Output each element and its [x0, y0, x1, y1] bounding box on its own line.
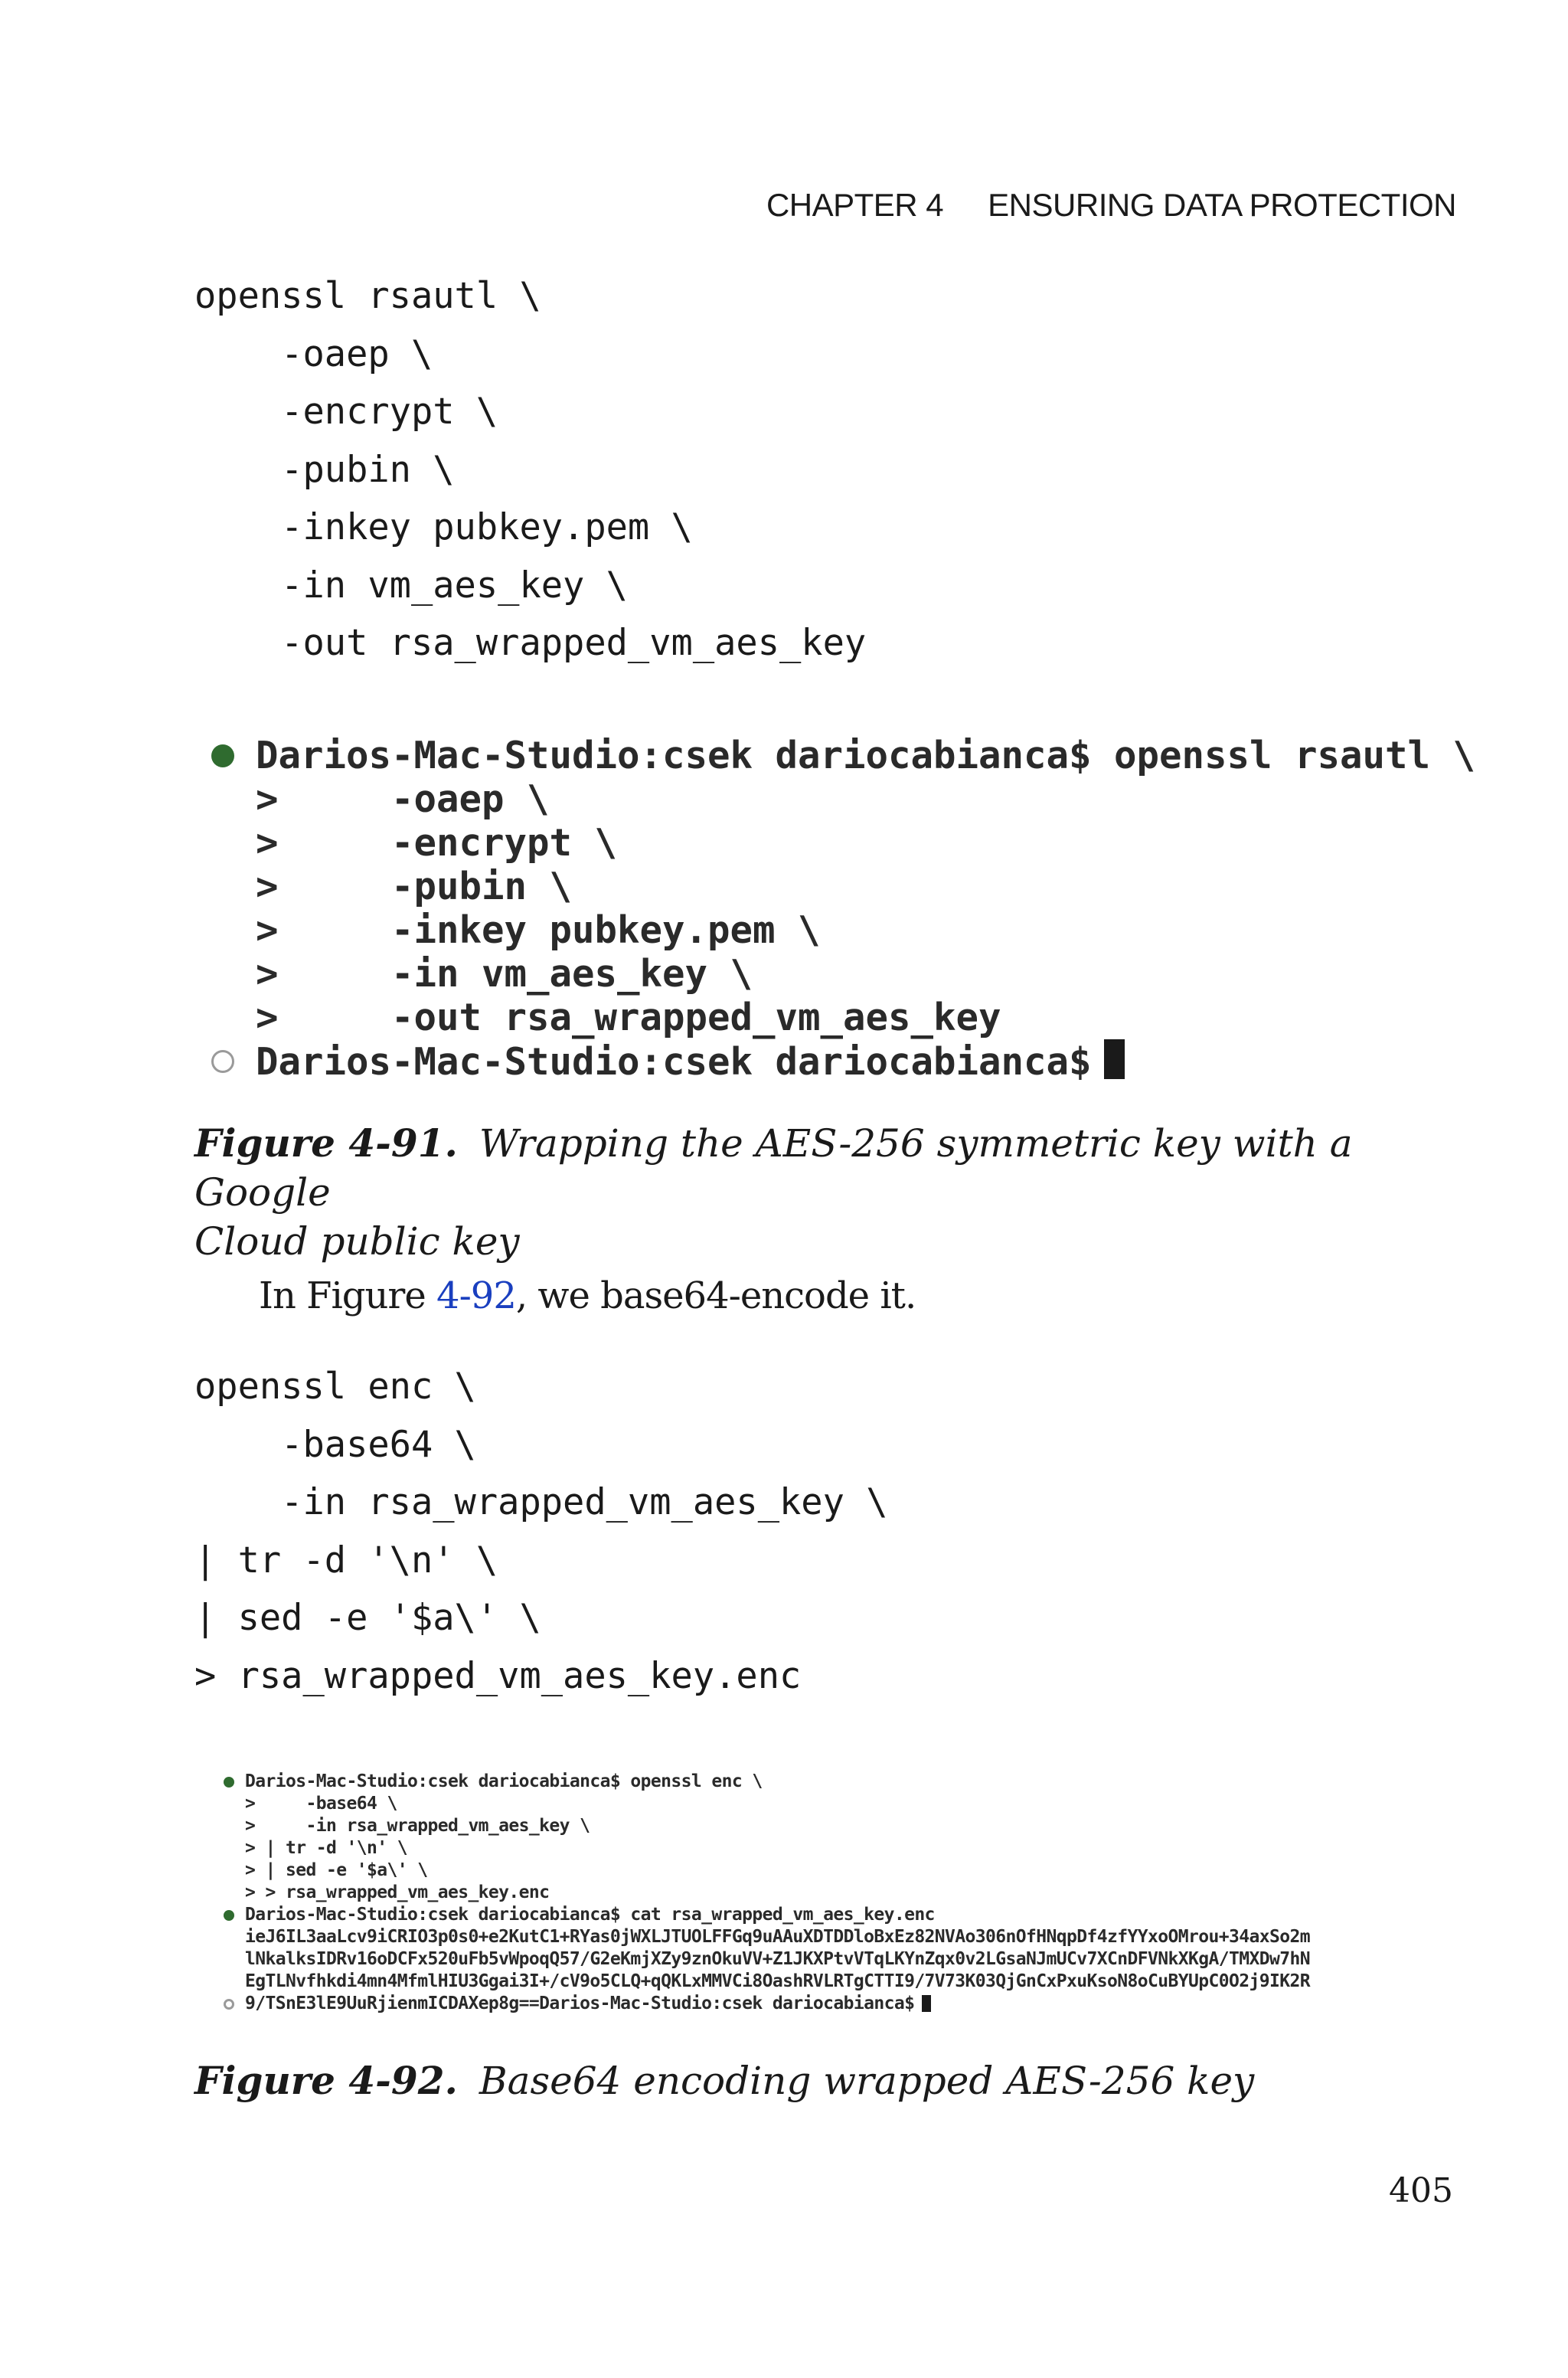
terminal-line: > -in rsa_wrapped_vm_aes_key \	[245, 1816, 590, 1836]
success-dot-icon	[224, 1910, 234, 1921]
idle-dot-icon	[211, 1050, 234, 1073]
success-dot-icon	[211, 744, 234, 767]
running-header	[766, 187, 1456, 224]
terminal-line: Darios-Mac-Studio:csek dariocabianca$ cat rsa_wrapped_vm_aes_key.enc	[210, 1904, 1310, 1926]
cursor-icon	[922, 1995, 931, 2012]
code-line: > rsa_wrapped_vm_aes_key.enc	[194, 1654, 802, 1697]
terminal-line: EgTLNvfhkdi4mn4MfmlHIU3Ggai3I+/cV9o5CLQ+qQKLxMMVCi8OashRVLRTgCTTI9/7V73K03QjGnCxPxuKsoN8oCuBYUpC0O2j9IK2R	[245, 1971, 1310, 1991]
terminal-line: 9/TSnE3lE9UuRjienmICDAXep8g==Darios-Mac-Studio:csek dariocabianca$	[210, 1993, 1310, 2015]
terminal-line: > -pubin \	[256, 865, 573, 908]
figure-link[interactable]: 4-92	[436, 1274, 516, 1317]
code-line: -pubin \	[194, 448, 455, 491]
success-dot-icon	[224, 1777, 234, 1788]
code-line: -in rsa_wrapped_vm_aes_key \	[194, 1481, 888, 1523]
code-line: openssl enc \	[194, 1366, 476, 1408]
caption-text: Wrapping the AES-256 symmetric key with a Google	[194, 1121, 1353, 1215]
figure-caption-4-91	[194, 1119, 1465, 1266]
terminal-line: > | tr -d '\n' \	[245, 1838, 407, 1858]
chapter-label: CHAPTER 4	[766, 187, 944, 223]
terminal-line: > -oaep \	[256, 777, 550, 821]
caption-text: Base64 encoding wrapped AES-256 key	[479, 2059, 1255, 2103]
terminal-line: > > rsa_wrapped_vm_aes_key.enc	[245, 1882, 550, 1902]
code-line: -base64 \	[194, 1423, 476, 1466]
terminal-screenshot-rsautl	[210, 734, 1475, 1083]
terminal-line: ieJ6IL3aaLcv9iCRIO3p0s0+e2KutC1+RYas0jWXLJTUOLFFGq9uAAuXDTDDloBxEz82NVAo306nOfHNqpDf4zfYYxoOMrou+34axSo2m	[245, 1927, 1310, 1947]
code-block-base64	[194, 1358, 887, 1705]
caption-text: Cloud public key	[194, 1219, 520, 1264]
body-paragraph: In Figure 4-92, we base64-encode it.	[259, 1274, 916, 1317]
code-line: -out rsa_wrapped_vm_aes_key	[194, 622, 867, 664]
chapter-title: ENSURING DATA PROTECTION	[988, 187, 1456, 223]
cursor-icon	[1104, 1039, 1125, 1079]
code-line: openssl rsautl \	[194, 275, 541, 317]
code-line: -inkey pubkey.pem \	[194, 506, 693, 548]
figure-label: Figure 4-91.	[194, 1120, 458, 1166]
code-line: | tr -d '\n' \	[194, 1539, 498, 1582]
terminal-screenshot-base64	[210, 1771, 1310, 2015]
terminal-line: Darios-Mac-Studio:csek dariocabianca$ openssl rsautl \	[210, 734, 1475, 777]
terminal-line: Darios-Mac-Studio:csek dariocabianca$	[210, 1039, 1475, 1083]
terminal-line: > -in vm_aes_key \	[256, 952, 753, 996]
idle-dot-icon	[224, 1999, 234, 2010]
code-line: -oaep \	[194, 332, 433, 375]
terminal-line: > -out rsa_wrapped_vm_aes_key	[256, 996, 1001, 1039]
terminal-line: Darios-Mac-Studio:csek dariocabianca$ openssl enc \	[210, 1771, 1310, 1793]
figure-caption-4-92	[194, 2056, 1465, 2105]
terminal-line: > -base64 \	[245, 1794, 397, 1814]
terminal-line: > | sed -e '$a\' \	[245, 1860, 428, 1880]
page-number: 405	[1389, 2171, 1453, 2210]
code-line: | sed -e '$a\' \	[194, 1597, 541, 1639]
figure-label: Figure 4-92.	[194, 2058, 458, 2103]
terminal-line: > -encrypt \	[256, 821, 618, 865]
terminal-line: lNkalksIDRv16oDCFx520uFb5vWpoqQ57/G2eKmjXZy9znOkuVV+Z1JKXPtvVTqLKYnZqx0v2LGsaNJmUCv7XCnDFVNkXKgA/TMXDw7hN	[245, 1949, 1310, 1969]
code-line: -encrypt \	[194, 391, 498, 433]
code-line: -in vm_aes_key \	[194, 564, 628, 607]
code-block-rsautl	[194, 267, 866, 672]
terminal-line: > -inkey pubkey.pem \	[256, 908, 821, 952]
